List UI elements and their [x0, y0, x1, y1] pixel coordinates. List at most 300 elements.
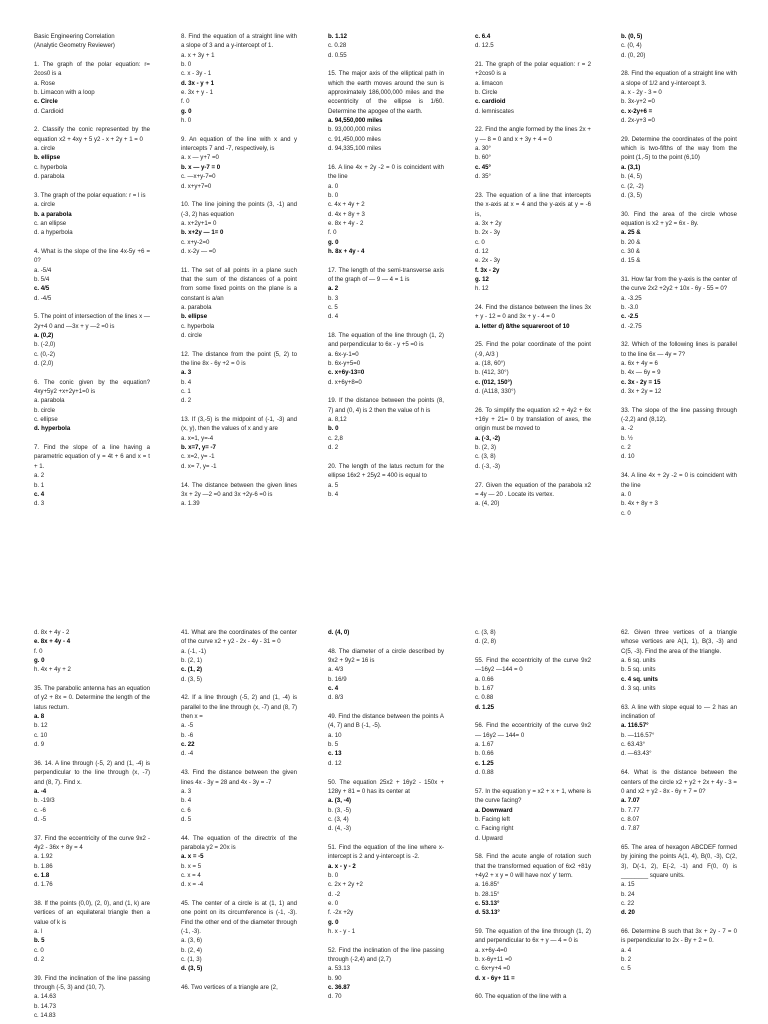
- question-item: [475, 852, 591, 917]
- question-item: [181, 266, 297, 341]
- question-text: 38. If the points (0,0), (2, 0), and (1, k) are vertices of an equilateral triangle then a value of k is: [34, 899, 150, 926]
- question-text: 34. A line 4x + 2y -2 = 0 is coincident with the line: [621, 472, 737, 489]
- question-item: [475, 721, 591, 777]
- answer-option: c. 0: [475, 238, 485, 246]
- answer-option: d. -2: [328, 890, 341, 898]
- answer-option: b. 28.15°: [475, 890, 500, 898]
- question-item: [475, 60, 591, 116]
- question-item: [34, 974, 150, 1021]
- question-item: [475, 656, 591, 712]
- question-item: [621, 927, 737, 974]
- answer-option: d. (0, 20): [621, 51, 646, 59]
- question-item: [34, 191, 150, 238]
- highlighted-answer-option: c. 1.25: [475, 759, 494, 767]
- answer-option: d. 3 sq. units: [621, 685, 656, 693]
- question-item: [181, 899, 297, 974]
- question-item: [34, 312, 150, 368]
- answer-option: a. (4, 20): [475, 500, 500, 508]
- document-title-line: Basic Engineering Correlation: [34, 33, 115, 40]
- answer-option: b. 2x - 3y: [475, 229, 501, 237]
- column-3: [328, 628, 444, 1011]
- answer-option: c. 2x + 2y +2: [328, 881, 363, 889]
- answer-option: d. 9: [34, 741, 45, 749]
- answer-option: b. 0: [328, 871, 339, 879]
- highlighted-answer-option: d. 3x - y + 1: [181, 79, 215, 87]
- question-item: [328, 778, 444, 834]
- question-text: 8. Find the equation of a straight line with a slope of 3 and a y-intercept of 1.: [181, 33, 297, 50]
- answer-option: b. 0: [328, 191, 339, 199]
- answer-option: a. parabola: [34, 397, 65, 405]
- answer-option: a. 0: [328, 182, 339, 190]
- highlighted-answer-option: b. 5: [34, 937, 45, 945]
- highlighted-answer-option: b. 0: [328, 425, 339, 433]
- question-text: 44. The equation of the directrix of the parabola y2 = 20x is: [181, 834, 297, 851]
- answer-option: b. (412, 30°): [475, 369, 509, 377]
- question-text: 30. Find the area of the circle whose equation is x2 + y2 = 6x - 8y.: [621, 210, 737, 227]
- answer-option: a. 2: [34, 472, 45, 480]
- highlighted-answer-option: c. 36.87: [328, 984, 351, 992]
- question-item: [621, 210, 737, 266]
- top-half-columns: [0, 32, 768, 622]
- question-item: [621, 340, 737, 396]
- answer-option: d. a hyperbola: [34, 229, 73, 237]
- question-item: [34, 443, 150, 508]
- document-title-line: (Analytic Geometry Reviewer): [34, 42, 115, 50]
- answer-option: d. x= 7, y= -1: [181, 462, 217, 470]
- answer-option: c. hyperbola: [34, 163, 68, 171]
- answer-option: d. 8x + 4y - 2: [34, 629, 70, 636]
- answer-option: d. 15 &: [621, 257, 641, 265]
- question-text: 21. The graph of the polar equation: r = 2 +2cos0 is a: [475, 61, 591, 78]
- question-text: 56. Find the eccentricity of the curve 9x2 — 16y2 — 144= 0: [475, 722, 591, 739]
- question-item: [621, 135, 737, 200]
- question-item: [328, 163, 444, 256]
- question-item: [621, 703, 737, 759]
- answer-option: a. 30°: [475, 145, 491, 153]
- answer-option: b. circle: [34, 406, 55, 414]
- highlighted-answer-option: c. 3x - 2y = 15: [621, 378, 661, 386]
- answer-option: d. —63.43°: [621, 750, 652, 758]
- question-text: 55. Find the eccentricity of the curve 9x2 —16y2 —144 = 0: [475, 657, 591, 674]
- answer-option: d. (A118, 330°): [475, 388, 516, 396]
- answer-option: a. circle: [34, 145, 55, 153]
- question-item: [181, 834, 297, 890]
- answer-option: d. (-3, -3): [475, 462, 501, 470]
- answer-option: f. 0: [34, 647, 43, 655]
- answer-option: d. 0.55: [328, 51, 347, 59]
- answer-option: a. 16.85°: [475, 881, 500, 889]
- question-text: 5. The point of intersection of the lines x — 2y+4 0 and —3x + y —2 =0 is: [34, 313, 150, 330]
- highlighted-answer-option: a. 94,550,000 miles: [328, 117, 383, 125]
- question-item: [34, 125, 150, 181]
- highlighted-answer-option: c. (1, 2): [181, 666, 202, 674]
- column-2: [181, 628, 297, 1002]
- answer-option: c. 91,450,000 miles: [328, 135, 381, 143]
- question-text: 6. The conic given by the equation? 4xy+5y2 +x+2y+1=0 is: [34, 378, 150, 396]
- highlighted-answer-option: a. 116.57°: [621, 722, 649, 730]
- answer-option: a. x - 2y - 3 = 0: [621, 89, 662, 97]
- answer-option: a. 53.13: [328, 965, 351, 973]
- answer-option: b. Circle: [475, 89, 498, 97]
- answer-option: b. (-2,0): [34, 341, 56, 349]
- question-text: 33. The slope of the line passing through (-2,2) and (8,12).: [621, 406, 737, 424]
- answer-option: d. (2, 8): [475, 638, 496, 646]
- answer-option: a. parabola: [181, 303, 212, 311]
- highlighted-answer-option: b. x=7, y= -7: [181, 444, 216, 452]
- answer-option: a. Rose: [34, 79, 56, 87]
- highlighted-answer-option: b. ellipse: [34, 154, 61, 162]
- answer-option: b. (2, 4): [181, 946, 202, 954]
- highlighted-answer-option: c. 45°: [475, 163, 491, 171]
- question-item: [328, 462, 444, 499]
- question-text: 9. An equation of the line with x and y intercepts 7 and -7, respectively, is: [181, 135, 297, 153]
- answer-option: a. 3x + 2y: [475, 219, 502, 227]
- column-1: [34, 32, 150, 518]
- answer-option: c. 14.83: [34, 1012, 56, 1020]
- highlighted-answer-option: c. 4/5: [34, 285, 50, 293]
- answer-option: c. x - 3y - 1: [181, 70, 212, 78]
- question-text: 65. The area of hexagon ABCDEF formed by joining the points A(1, 4), B(0, -3), C(2, 3), D(-1, 2), E(-2, -1) and F(0, 0) is ________ square units.: [621, 843, 737, 879]
- question-text: 32. Which of the following lines is parallel to the line 6x — 4y = 7?: [621, 341, 737, 358]
- answer-option: d. 2: [181, 397, 192, 405]
- question-text: 50. The equation 25x2 + 16y2 - 150x + 128y + 81 = 0 has its center at: [328, 778, 444, 795]
- answer-option: b. x = 5: [181, 862, 202, 870]
- answer-option: c. 0: [621, 509, 631, 517]
- highlighted-answer-option: a. (0,2): [34, 332, 54, 339]
- answer-option: d. 12.5: [475, 42, 494, 50]
- answer-option: d. -4/5: [34, 294, 52, 302]
- highlighted-answer-option: a. -4: [34, 787, 47, 795]
- answer-option: h. x - y - 1: [328, 928, 356, 935]
- answer-option: f. 0: [181, 98, 190, 106]
- answer-option: c. 8.07: [621, 815, 640, 823]
- answer-option: d. 94,335,100 miles: [328, 145, 382, 153]
- answer-option: d. circle: [181, 332, 202, 339]
- question-text: 12. The distance from the point (5, 2) to the line 8x - 6y +2 = 0 is: [181, 350, 297, 368]
- question-text: 17. The length of the semi-transverse axis of the graph of — 9 — 4 = 1 is: [328, 266, 444, 283]
- answer-option: a. 8,12: [328, 416, 347, 424]
- answer-option: b. 93,000,000 miles: [328, 126, 382, 134]
- highlighted-answer-option: c. 4: [34, 490, 45, 498]
- answer-option: d. 4x + 8y + 3: [328, 210, 365, 218]
- answer-option: b. 5/4: [34, 275, 50, 283]
- question-item: [475, 303, 591, 331]
- highlighted-answer-option: d. 1.25: [475, 703, 494, 711]
- answer-option: d. (3, 5): [181, 675, 202, 683]
- question-text: 14. The distance between the given lines 3x + 2y —2 =0 and 3x +2y-6 =0 is: [181, 481, 297, 498]
- answer-options-continued: [328, 628, 444, 637]
- answer-option: b. 2: [621, 956, 632, 964]
- highlighted-answer-option: g. 0: [328, 918, 339, 926]
- answer-option: c. (3, 8): [475, 453, 496, 461]
- highlighted-answer-option: c. Circle: [34, 98, 58, 106]
- highlighted-answer-option: a. x - y - 2: [328, 862, 356, 870]
- question-text: 22. Find the angle formed by the lines 2x + y — 8 = 0 and x + 3y + 4 = 0: [475, 126, 591, 143]
- answer-option: c. -6: [34, 806, 46, 814]
- question-text: 11. The set of all points in a plane such that the sum of the distances of a point from some fixed points on the plane is a constant is a/an: [181, 266, 297, 302]
- answer-option: a. -2: [621, 425, 634, 433]
- answer-option: d. (3, 5): [621, 191, 642, 199]
- answer-option: c. 0: [34, 946, 44, 954]
- answer-option: e. 0: [328, 899, 339, 907]
- answer-option: d. Cardioid: [34, 107, 64, 115]
- question-text: 28. Find the equation of a straight line with a slope of 1/2 and y-intercept 3.: [621, 70, 737, 87]
- question-item: [328, 266, 444, 322]
- answer-option: b. -6: [181, 731, 194, 739]
- question-text: 10. The line joining the points (3, -1) and (-3, 2) has equation: [181, 201, 297, 218]
- answer-option: b. x-6y+11 =0: [475, 956, 512, 964]
- highlighted-answer-option: b. (0, 5): [621, 33, 643, 40]
- answer-option: c. x = 4: [181, 871, 201, 879]
- answer-option: c. x=2, y= -1: [181, 453, 215, 461]
- question-text: 66. Determine B such that 3x + 2y - 7 = 0 is perpendicular to 2x - By + 2 = 0.: [621, 928, 737, 945]
- answer-option: b. (2, 1): [181, 657, 202, 665]
- question-item: [181, 415, 297, 471]
- answer-option: a. (3, 6): [181, 937, 202, 945]
- highlighted-answer-option: a. letter d) 8/the squareroot of 10: [475, 322, 570, 330]
- question-item: [328, 647, 444, 703]
- question-text: 25. Find the polar coordinate of the point (-9, A/3 ): [475, 341, 591, 358]
- highlighted-answer-option: c. -2.5: [621, 313, 639, 321]
- answer-option: b. 12: [34, 722, 48, 730]
- question-text: 42. If a line through (-5, 2) and (1, -4) is parallel to the line through (x, -7) and (8, 7) then x =: [181, 694, 297, 721]
- answer-option: a. x + 3y + 1: [181, 51, 215, 59]
- answer-option: d. 12: [475, 247, 489, 255]
- answer-option: d. -5: [34, 815, 47, 823]
- question-text: 24. Find the distance between the lines 3x + y - 12 = 0 and 3x + y - 4 = 0: [475, 303, 591, 321]
- column-5: [621, 628, 737, 983]
- answer-option: c. 2: [621, 444, 631, 452]
- answer-option: a. 5: [328, 481, 339, 489]
- highlighted-answer-option: a. 8: [34, 713, 45, 721]
- column-2: [181, 32, 297, 518]
- highlighted-answer-option: c. 4: [328, 685, 339, 693]
- answer-option: b. -19/3: [34, 797, 55, 805]
- answer-option: b. 4x — 6y = 9: [621, 369, 661, 377]
- question-text: 60. The equation of the line with a: [475, 993, 567, 1001]
- question-text: 20. The length of the latus rectum for the ellipse 16x2 + 25y2 = 400 is equal to: [328, 462, 444, 480]
- highlighted-answer-option: d. 20: [621, 909, 635, 917]
- answer-option: d. -2.75: [621, 322, 642, 330]
- highlighted-answer-option: c. x+6y-13=0: [328, 369, 365, 377]
- highlighted-answer-option: g. 0: [328, 238, 339, 246]
- answer-option: b. 1.67: [475, 685, 494, 693]
- answer-option: a. 4: [621, 946, 632, 954]
- question-text: 26. To simplify the equation x2 + 4y2 + 6x +16y + 21= 0 by translation of axes, the origin must be moved to: [475, 406, 591, 433]
- answer-option: d. 7.87: [621, 825, 640, 833]
- answer-option: d. 70: [328, 993, 342, 1001]
- highlighted-answer-option: c. 22: [181, 741, 195, 749]
- question-text: 41. What are the coordinates of the center of the curve x2 + y2 - 2x - 4y - 31 = 0: [181, 629, 297, 646]
- question-text: 7. Find the slope of a line having a parametric equation of y = 4t + 6 and x = t + 1.: [34, 444, 150, 470]
- question-item: [328, 712, 444, 768]
- answer-option: c. 2,8: [328, 434, 343, 442]
- answer-option: c. 0.88: [475, 694, 494, 702]
- question-text: 1. The graph of the polar equation: r= 2cos0 is a: [34, 61, 150, 78]
- bottom-half-columns: [0, 628, 768, 1024]
- question-text: 58. Find the acute angle of rotation such that the transformed equation of 6x2 +81y +4y2 + x y = 0 will have nox' y' term.: [475, 853, 591, 879]
- question-item: [328, 331, 444, 387]
- highlighted-answer-option: c. (012, 150°): [475, 378, 512, 386]
- question-item: [181, 135, 297, 191]
- answer-option: c. hyperbola: [181, 322, 215, 330]
- answer-option: d. 35°: [475, 173, 491, 181]
- answer-option: b. 90: [328, 974, 342, 982]
- answer-option: f. -2x +2y: [328, 909, 354, 917]
- highlighted-answer-option: c. x-2y+6 =: [621, 107, 653, 115]
- answer-option: d. 8/3: [328, 694, 344, 702]
- question-item: [475, 787, 591, 843]
- answer-option: d. x+6y+8=0: [328, 378, 362, 386]
- answer-option: d. x+y+7=0: [181, 182, 212, 190]
- question-text: 2. Classify the conic represented by the equation x2 + 4xy + 5 y2 - x + 2y + 1 = 0: [34, 126, 150, 143]
- question-item: [621, 768, 737, 833]
- question-text: 13. If (3,-5) is the midpoint of (-1, -3) and (x, y), then the values of x and y are: [181, 416, 297, 433]
- question-item: [328, 843, 444, 936]
- answer-option: c. (1, 3): [181, 956, 202, 964]
- answer-option: b. 1: [34, 481, 45, 489]
- answer-option: a. (18, 60°): [475, 360, 506, 368]
- question-text: 59. The equation of the line through (1, 2) and perpendicular to 6x + y — 4 = 0 is: [475, 928, 591, 945]
- answer-option: b. 4: [181, 378, 192, 386]
- answer-option: d. x = -4: [181, 881, 204, 889]
- answer-option: a. 0.66: [475, 675, 494, 683]
- answer-option: b. ½: [621, 434, 633, 442]
- question-text: 23. The equation of a line that intercepts the x-axis at x = 4 and the y-axis at y = -6 is,: [475, 191, 591, 218]
- answer-option: c. an ellipse: [34, 219, 67, 227]
- highlighted-answer-option: c. 53.13°: [475, 899, 500, 907]
- question-text: 3. The graph of the polar equation: r = l is: [34, 191, 146, 199]
- question-text: 48. The diameter of a circle described by 9x2 + 9y2 = 16 is: [328, 647, 444, 665]
- highlighted-answer-option: b. a parabola: [34, 210, 72, 218]
- highlighted-answer-option: a. 2: [328, 285, 339, 293]
- question-text: 64. What is the distance between the centers of the circle x2 + y2 + 2x + 4y - 3 = 0 and x2 + y2 - 8x - 6y + 7 = 0?: [621, 769, 737, 795]
- question-item: [475, 927, 591, 983]
- answer-option: f. 0: [328, 229, 337, 237]
- answer-option: b. 4: [181, 797, 192, 805]
- answer-option: b. 3x-y+2 =0: [621, 98, 655, 106]
- answer-option: a. x+2y+1= 0: [181, 219, 217, 227]
- answer-option: d. x-2y — =0: [181, 247, 216, 255]
- answer-option: d. lemniscates: [475, 107, 514, 115]
- question-item: [181, 983, 297, 992]
- answer-option: a. l: [34, 928, 43, 935]
- answer-option: b. 14.73: [34, 1002, 57, 1010]
- answer-option: b. (2, 3): [475, 444, 496, 452]
- answer-option: h. 12: [475, 285, 489, 293]
- answer-option: b. 4x + 8y + 3: [621, 500, 658, 508]
- answer-option: b. 60°: [475, 154, 491, 162]
- answer-option: c. (3, 8): [475, 629, 496, 636]
- highlighted-answer-option: g. 0: [181, 107, 192, 115]
- answer-options-continued: [621, 32, 737, 60]
- question-item: [621, 69, 737, 125]
- question-item: [181, 628, 297, 684]
- answer-option: c. x+y-2=0: [181, 238, 210, 246]
- answer-option: d. 2: [34, 956, 45, 964]
- answer-option: c. —x+y-7=0: [181, 173, 216, 181]
- answer-option: d. 2: [328, 444, 339, 452]
- answer-option: b. (4, 5): [621, 173, 642, 181]
- question-item: [621, 275, 737, 331]
- question-item: [475, 340, 591, 396]
- answer-option: c. 0.28: [328, 42, 347, 50]
- answer-option: c. (0,-2): [34, 350, 55, 358]
- question-item: [34, 60, 150, 116]
- question-item: [475, 481, 591, 509]
- answer-option: a. -3.25: [621, 294, 642, 302]
- answer-option: b. 5: [328, 741, 339, 749]
- highlighted-answer-option: b. ellipse: [181, 313, 208, 321]
- question-item: [181, 32, 297, 125]
- answer-option: a. x=1, y=-4: [181, 434, 214, 442]
- question-item: [181, 693, 297, 758]
- highlighted-answer-option: d. 53.13°: [475, 909, 500, 917]
- answer-option: a. 4/3: [328, 666, 344, 674]
- answer-option: d. 5: [181, 815, 192, 823]
- answer-option: c. ellipse: [34, 416, 58, 424]
- question-text: 31. How far from the y-axis is the center of the curve 2x2 +2y2 + 10x - 6y - 55 = 0?: [621, 275, 737, 293]
- answer-option: b. (3, -5): [328, 806, 352, 814]
- answer-option: c. (0, 4): [621, 42, 642, 50]
- question-item: [34, 834, 150, 890]
- question-item: [34, 378, 150, 434]
- answer-option: c. 5: [328, 303, 338, 311]
- answer-option: b. 7.77: [621, 806, 640, 814]
- answer-option: e. 2x - 3y: [475, 257, 501, 265]
- question-text: 39. Find the inclination of the line passing through (-5, 3) and (10, 7).: [34, 974, 150, 992]
- question-text: 57. In the equation y = x2 + x + 1, where is the curve facing?: [475, 787, 591, 805]
- answer-option: a. 6x-y-1=0: [328, 350, 359, 358]
- highlighted-answer-option: a. x = -5: [181, 853, 204, 861]
- column-4: [475, 32, 591, 518]
- answer-option: a. 6 sq. units: [621, 657, 656, 665]
- answer-option: c. 4x + 4y + 2: [328, 201, 365, 209]
- highlighted-answer-option: d. hyperbola: [34, 425, 71, 433]
- answer-option: c. Facing right: [475, 825, 514, 833]
- answer-option: d. 12: [328, 759, 342, 767]
- answer-option: a. x+6y-4=0: [475, 946, 508, 954]
- answer-option: d. (4, -3): [328, 825, 352, 833]
- answer-options-continued: [475, 628, 591, 647]
- question-item: [621, 471, 737, 518]
- answer-option: c. 6x+y+4 =0: [475, 965, 511, 973]
- highlighted-answer-option: a. Downward: [475, 806, 513, 814]
- question-text: 36. 14. A line through (-5, 2) and (1, -4) is perpendicular to the line through (x, -7) and (8, 7). Find x.: [34, 759, 150, 786]
- highlighted-answer-option: g. 0: [34, 657, 45, 665]
- answer-option: c. 6: [181, 806, 191, 814]
- highlighted-answer-option: a. (3,1): [621, 163, 641, 171]
- question-item: [181, 200, 297, 256]
- answer-option: b. Limacon with a loop: [34, 89, 95, 97]
- answer-option: c. 30 &: [621, 247, 640, 255]
- highlighted-answer-option: b. 1.12: [328, 33, 347, 40]
- answer-option: a. x — y+7 =0: [181, 154, 219, 162]
- highlighted-answer-option: a. 7.07: [621, 797, 640, 805]
- question-item: [34, 247, 150, 303]
- column-4: [475, 628, 591, 1011]
- question-text: 37. Find the eccentricity of the curve 9x2 - 4y2 - 36x + 8y = 4: [34, 834, 150, 851]
- question-text: 43. Find the distance between the given lines 4x - 3y = 28 and 4x - 3y = -7: [181, 769, 297, 786]
- answer-option: b. 24: [621, 890, 635, 898]
- highlighted-answer-option: f. 3x - 2y: [475, 266, 500, 274]
- answer-option: b. -3.0: [621, 303, 639, 311]
- column-3: [328, 32, 444, 509]
- answer-option: c. 22: [621, 899, 635, 907]
- question-item: [34, 899, 150, 964]
- answer-option: c. 5: [621, 965, 631, 973]
- answer-option: c. 10: [34, 731, 48, 739]
